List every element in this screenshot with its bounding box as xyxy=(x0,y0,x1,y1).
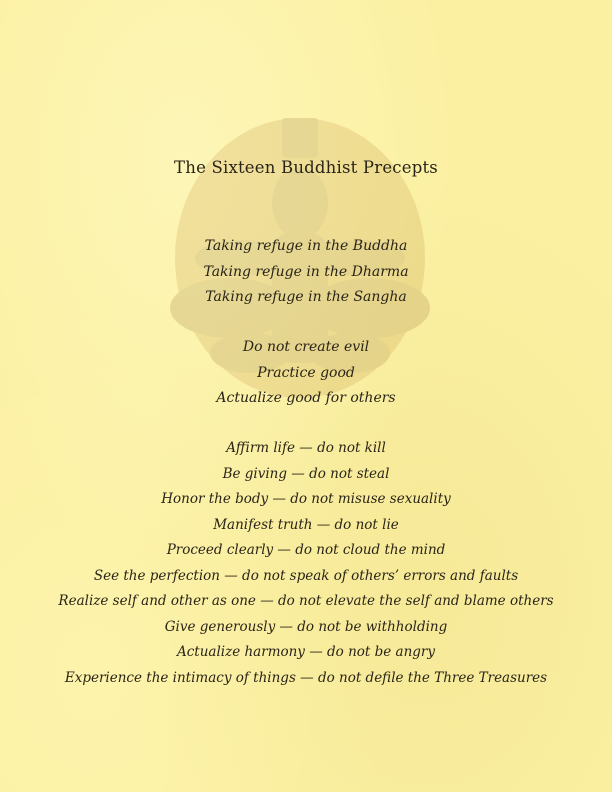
grave-precept-line: Be giving — do not steal xyxy=(222,465,390,482)
grave-precept-line: Realize self and other as one — do not elevate the self and blame others xyxy=(58,593,554,609)
grave-precept-line: Affirm life — do not kill xyxy=(226,440,386,456)
grave-precept-line: Honor the body — do not misuse sexuality xyxy=(161,491,451,507)
grave-precept-line: Give generously — do not be withholding xyxy=(164,618,448,635)
page-title: The Sixteen Buddhist Precepts xyxy=(174,158,438,177)
grave-precept-line: Actualize harmony — do not be angry xyxy=(176,644,436,660)
pure-precepts-section xyxy=(0,335,612,412)
pure-precept-line: Actualize good for others xyxy=(216,390,396,406)
grave-precepts-section xyxy=(0,436,612,691)
grave-precept-line: See the perfection — do not speak of others’ errors and faults xyxy=(93,567,519,584)
refuge-line: Taking refuge in the Sangha xyxy=(205,289,407,305)
refuge-line: Taking refuge in the Buddha xyxy=(204,238,408,254)
grave-precept-line: Manifest truth — do not lie xyxy=(213,516,399,533)
grave-precept-line: Experience the intimacy of things — do not defile the Three Treasures xyxy=(64,669,548,686)
refuges-section xyxy=(0,234,612,311)
grave-precept-line: Proceed clearly — do not cloud the mind xyxy=(166,542,446,558)
pure-precept-line: Practice good xyxy=(257,364,355,381)
refuge-line: Taking refuge in the Dharma xyxy=(203,263,409,280)
pure-precept-line: Do not create evil xyxy=(242,339,370,355)
